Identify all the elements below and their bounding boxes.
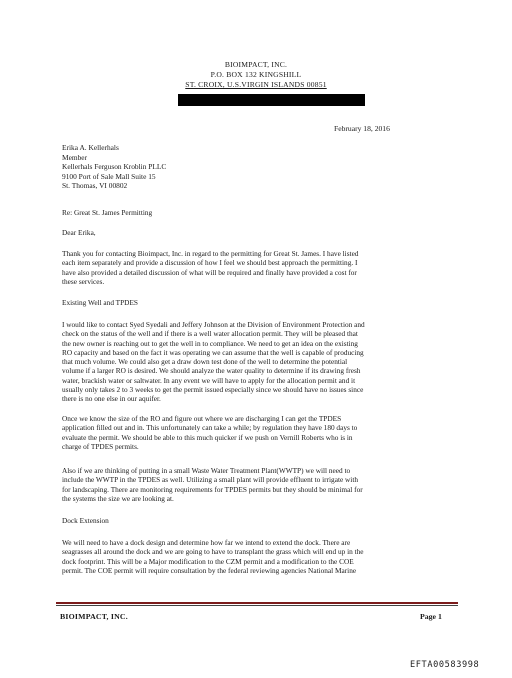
letterhead xyxy=(150,60,362,90)
footer-rule xyxy=(56,602,458,604)
letterhead-city: ST. CROIX, U.S.VIRGIN ISLANDS 00851 xyxy=(185,80,327,89)
bates-number: EFTA00583998 xyxy=(410,660,480,670)
ro-paragraph: Once we know the size of the RO and figure out where we are discharging I can get the TPDES application filled out and in. This unfortunately can take a while; by regulation they have 180 days to evaluate the permit. We should be able to this much quicker if we push on Vernill Roberts who is in charge of TPDES permits. xyxy=(62,414,358,451)
footer-company: BIOIMPACT, INC. xyxy=(60,612,128,621)
recipient-address-line-2: St. Thomas, VI 00802 xyxy=(62,181,128,190)
redaction-bar xyxy=(178,94,365,106)
subject-line: Re: Great St. James Permitting xyxy=(62,208,153,217)
recipient-name: Erika A. Kellerhals xyxy=(62,143,119,152)
recipient-address-line-1: 9100 Port of Sale Mall Suite 15 xyxy=(62,171,156,181)
footer-rule-thin xyxy=(56,605,458,606)
wwtp-paragraph: Also if we are thinking of putting in a small Waste Water Treatment Plant(WWTP) we will need to include the WWTP in the TPDES as well. Utilizing a small plant will provide effluent to irrigate with for landscaping. There are monitoring requirements for TPDES permits but they should be minimal for the systems the size we are looking at. xyxy=(62,466,363,503)
intro-paragraph: Thank you for contacting Bioimpact, Inc. in regard to the permitting for Great St. James. I have listed each item separately and provide a discussion of how I feel we should best approach the permitting. I have also provided a detailed discussion of what will be required and finally have provided a cost for these services. xyxy=(62,249,359,286)
well-paragraph: I would like to contact Syed Syedali and Jeffery Johnson at the Division of Environment Protection and check on the status of the well and if there is a well water allocation permit. They will be pleased that the new owner is reaching out to get the well in to compliance. We need to get an idea on the existing RO capacity and based on the fact it was operating we can assume that the well is capable of producing that much volume. We could also get a draw down test done of the well to determine the potential volume if a larger RO is desired. We should analyze the water quality to determine if its drawing fresh water, brackish water or saltwater. In any event we will have to apply for the allocation permit and it usually only takes 2 to 3 weeks to get the permit issued especially since we should have no issues since there is no one else in our aquifer. xyxy=(62,320,365,404)
salutation: Dear Erika, xyxy=(62,228,96,237)
letter-date: February 18, 2016 xyxy=(334,124,390,133)
recipient-title: Member xyxy=(62,152,88,162)
footer-page-number: Page 1 xyxy=(420,612,442,621)
letterhead-company: BIOIMPACT, INC. xyxy=(224,60,288,69)
section-heading-dock: Dock Extension xyxy=(62,516,109,525)
recipient-firm: Kellerhals Ferguson Kroblin PLLC xyxy=(62,162,167,171)
section-heading-well: Existing Well and TPDES xyxy=(62,298,138,307)
letterhead-po-box: P.O. BOX 132 KINGSHILL xyxy=(210,70,302,79)
dock-paragraph: We will need to have a dock design and determine how far we intend to extend the dock. There are seagrasses all around the dock and we are going to have to transplant the grass which will end up in the dock footprint. This will be a Major modification to the CZM permit and a modification to the COE permit. The COE permit will require consultation by the federal reviewing agencies National Marine xyxy=(62,538,364,575)
recipient-address xyxy=(62,143,166,191)
